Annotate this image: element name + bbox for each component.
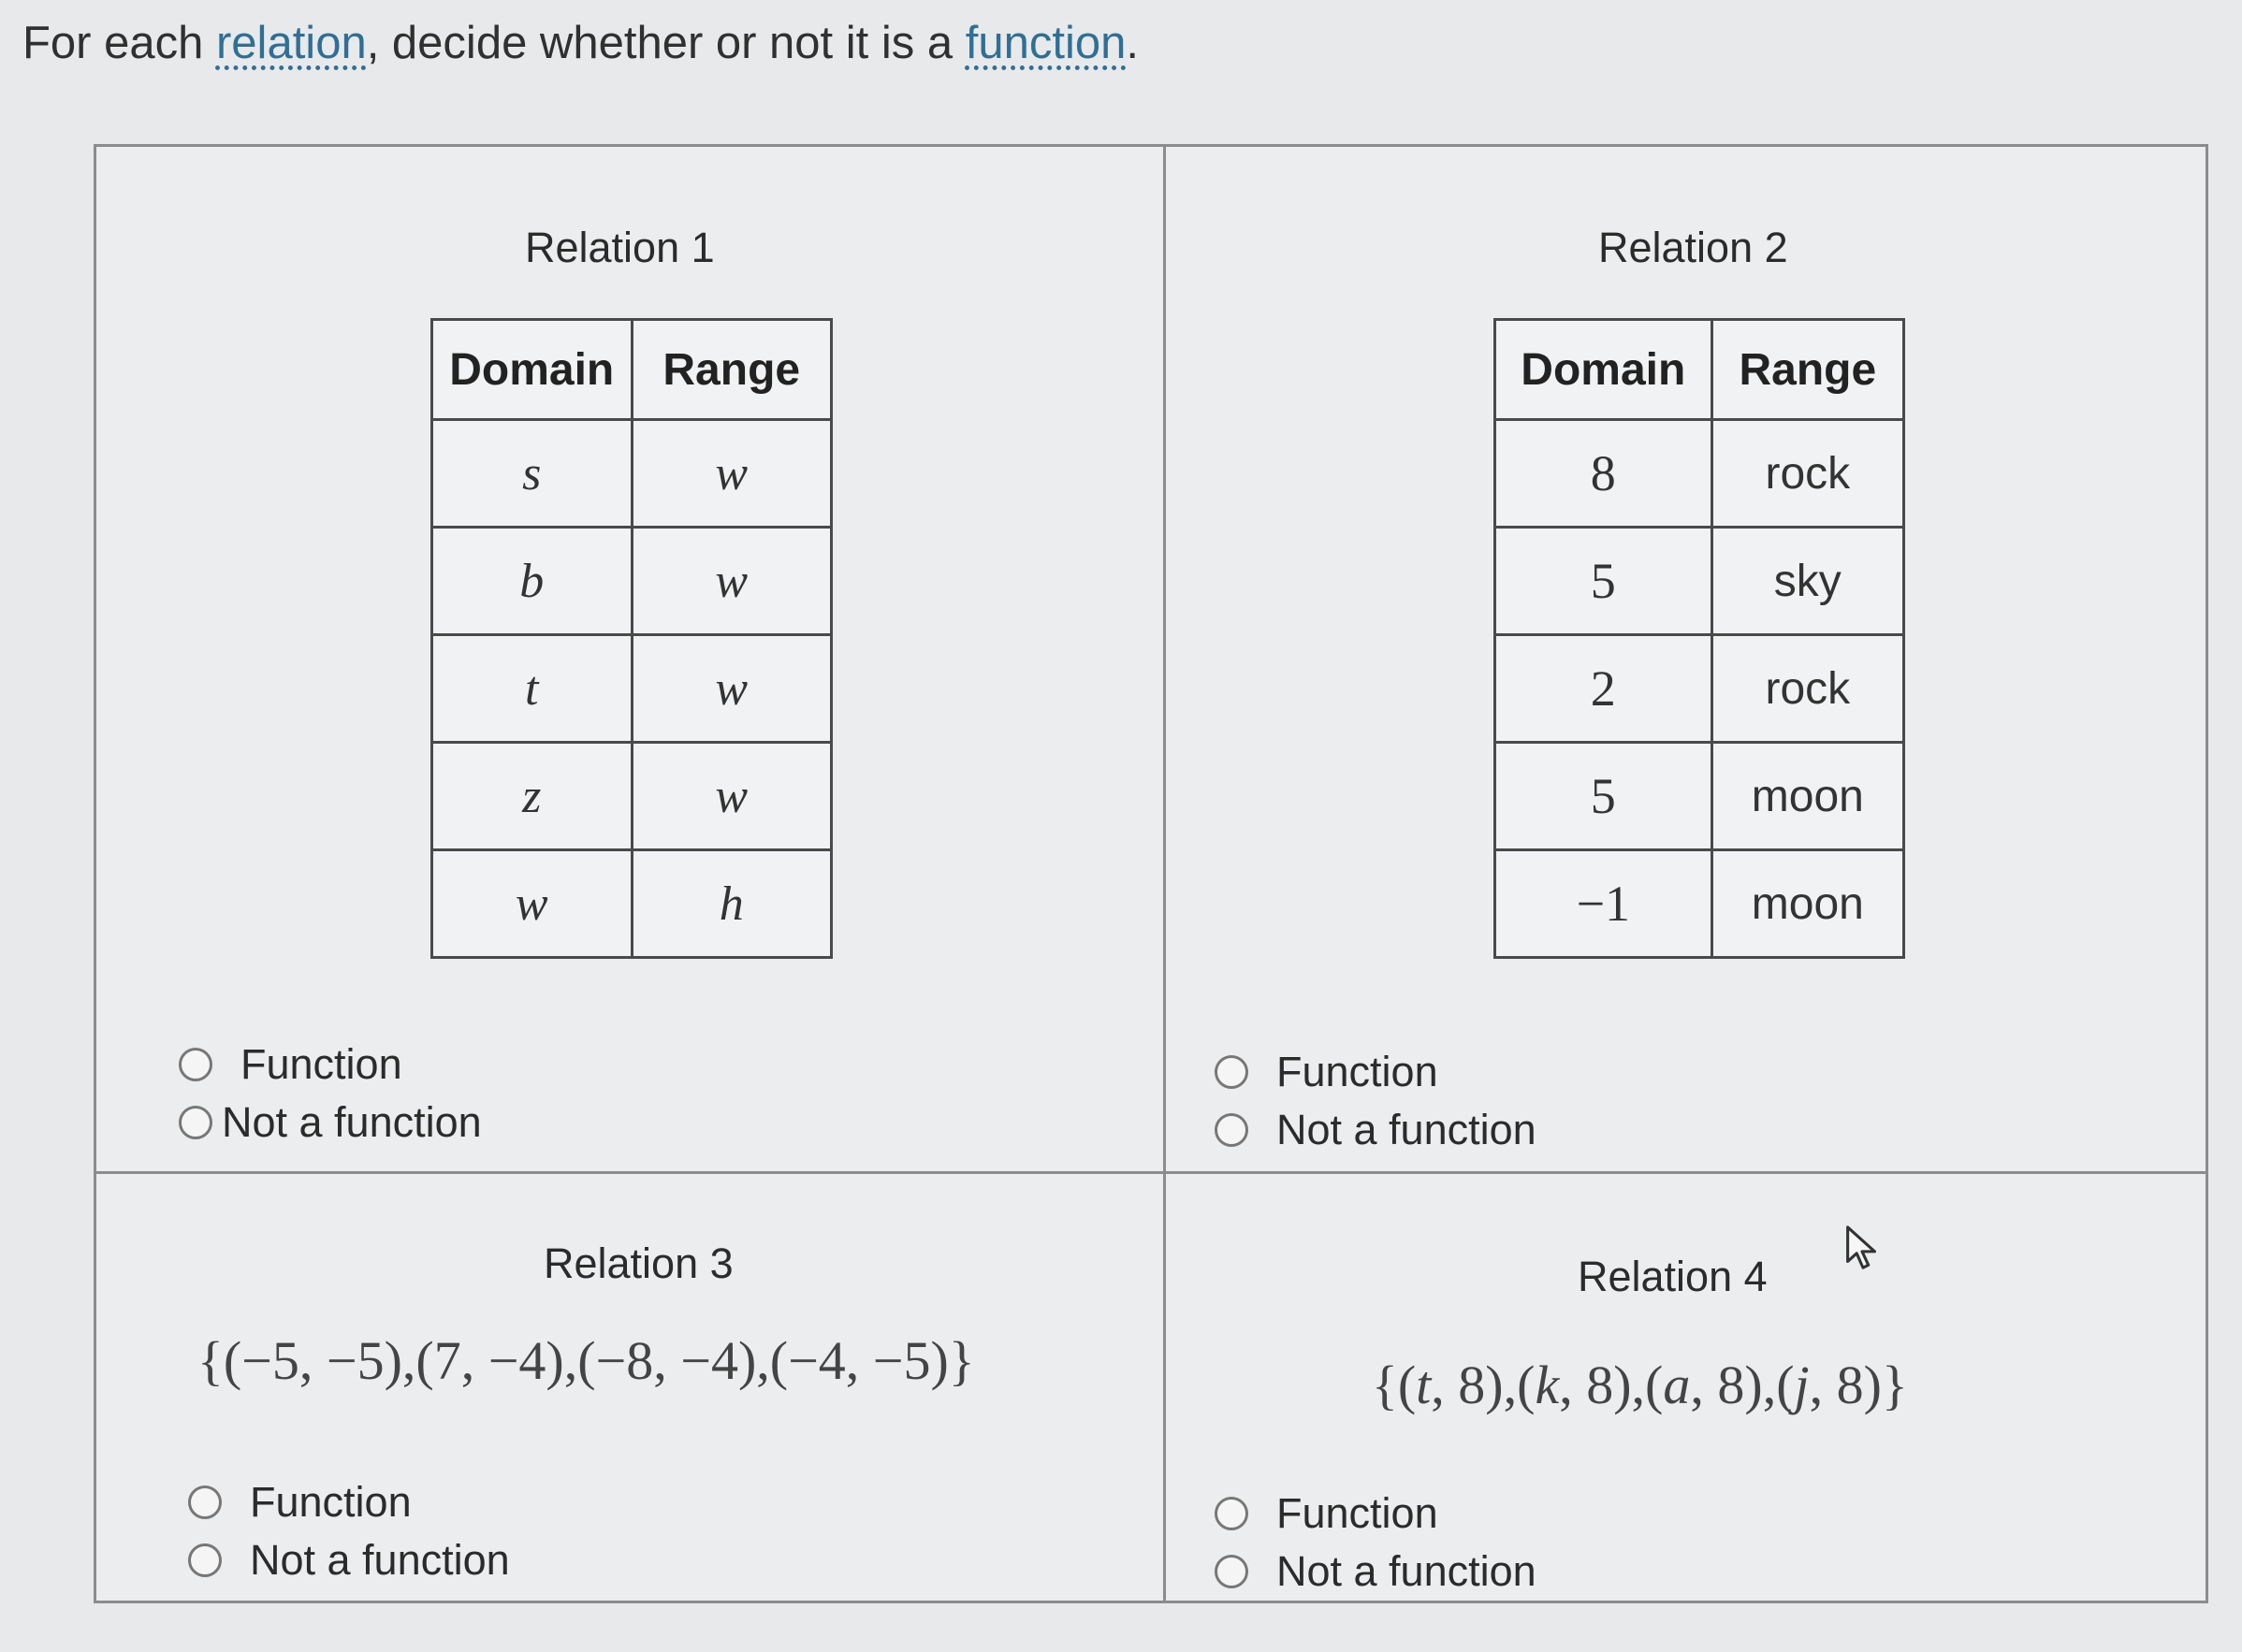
relation-1-panel <box>96 147 1163 1171</box>
radio-button[interactable] <box>1215 1497 1248 1530</box>
domain-cell: 2 <box>1495 635 1712 743</box>
range-header: Range <box>632 320 832 420</box>
domain-cell: 5 <box>1495 743 1712 850</box>
option-label: Function <box>1276 1048 1438 1095</box>
relation-4-not-function-option[interactable] <box>1215 1543 1536 1601</box>
range-cell: w <box>632 528 832 635</box>
option-label: Not a function <box>1276 1547 1536 1595</box>
relation-1-table <box>430 318 833 959</box>
relation-2-not-function-option[interactable] <box>1215 1101 1536 1159</box>
range-cell: sky <box>1711 528 1903 635</box>
relation-2-panel <box>1166 147 2206 1171</box>
domain-header: Domain <box>432 320 633 420</box>
radio-button[interactable] <box>188 1543 222 1577</box>
table-header-row <box>1495 320 1904 420</box>
relation-4-options <box>1215 1485 1536 1601</box>
range-cell: moon <box>1711 743 1903 850</box>
relation-4-title: Relation 4 <box>1578 1253 1768 1300</box>
radio-button[interactable] <box>1215 1555 1248 1588</box>
table-row <box>432 743 832 850</box>
table-row <box>432 850 832 958</box>
range-cell: rock <box>1711 420 1903 528</box>
option-label: Function <box>250 1478 412 1526</box>
relation-1-not-function-option[interactable] <box>179 1094 482 1152</box>
range-cell: w <box>632 635 832 743</box>
domain-cell: 5 <box>1495 528 1712 635</box>
function-term-link[interactable]: function <box>965 18 1127 68</box>
table-row <box>1495 420 1904 528</box>
mouse-pointer-icon <box>1843 1225 1881 1272</box>
relation-1-function-option[interactable] <box>179 1036 482 1094</box>
table-row <box>1495 528 1904 635</box>
table-row <box>1495 850 1904 958</box>
relation-term-link[interactable]: relation <box>215 18 367 68</box>
instructions-text: , decide whether or not it is a <box>366 18 966 68</box>
radio-button[interactable] <box>179 1106 212 1139</box>
domain-header: Domain <box>1495 320 1712 420</box>
relation-2-table <box>1493 318 1905 959</box>
range-cell: w <box>632 420 832 528</box>
range-header: Range <box>1711 320 1903 420</box>
instructions-text: For each <box>22 18 216 68</box>
table-row <box>1495 635 1904 743</box>
relation-4-function-option[interactable] <box>1215 1485 1536 1543</box>
relation-3-options <box>188 1473 510 1589</box>
instructions-text: . <box>1126 18 1140 68</box>
radio-button[interactable] <box>188 1485 222 1519</box>
relation-2-options <box>1215 1043 1536 1159</box>
range-cell: h <box>632 850 832 958</box>
option-label: Function <box>240 1040 402 1088</box>
table-header-row <box>432 320 832 420</box>
domain-cell: 8 <box>1495 420 1712 528</box>
radio-button[interactable] <box>1215 1055 1248 1089</box>
relation-3-function-option[interactable] <box>188 1473 510 1531</box>
relations-grid <box>94 144 2208 1603</box>
range-cell: moon <box>1711 850 1903 958</box>
radio-button[interactable] <box>1215 1113 1248 1147</box>
option-label: Not a function <box>250 1536 510 1584</box>
range-cell: rock <box>1711 635 1903 743</box>
radio-button[interactable] <box>179 1048 212 1081</box>
relation-3-not-function-option[interactable] <box>188 1531 510 1589</box>
instructions <box>22 17 1139 69</box>
relation-3-panel <box>96 1174 1163 1601</box>
table-row <box>432 420 832 528</box>
option-label: Not a function <box>1276 1106 1536 1153</box>
range-cell: w <box>632 743 832 850</box>
relation-2-function-option[interactable] <box>1215 1043 1536 1101</box>
table-row <box>1495 743 1904 850</box>
option-label: Not a function <box>222 1098 482 1146</box>
domain-cell: w <box>432 850 633 958</box>
relation-3-title: Relation 3 <box>544 1239 734 1287</box>
relation-4-set: {(t, 8),(k, 8),(a, 8),(j, 8)} <box>1372 1355 1908 1415</box>
relation-1-options <box>179 1036 482 1152</box>
domain-cell: t <box>432 635 633 743</box>
relation-3-set: {(−5, −5),(7, −4),(−8, −4),(−4, −5)} <box>197 1330 975 1391</box>
relation-4-panel <box>1166 1174 2206 1601</box>
domain-cell: s <box>432 420 633 528</box>
domain-cell: −1 <box>1495 850 1712 958</box>
option-label: Function <box>1276 1489 1438 1537</box>
relation-1-title: Relation 1 <box>525 224 715 271</box>
relation-2-title: Relation 2 <box>1598 224 1788 271</box>
table-row <box>432 528 832 635</box>
domain-cell: z <box>432 743 633 850</box>
domain-cell: b <box>432 528 633 635</box>
table-row <box>432 635 832 743</box>
